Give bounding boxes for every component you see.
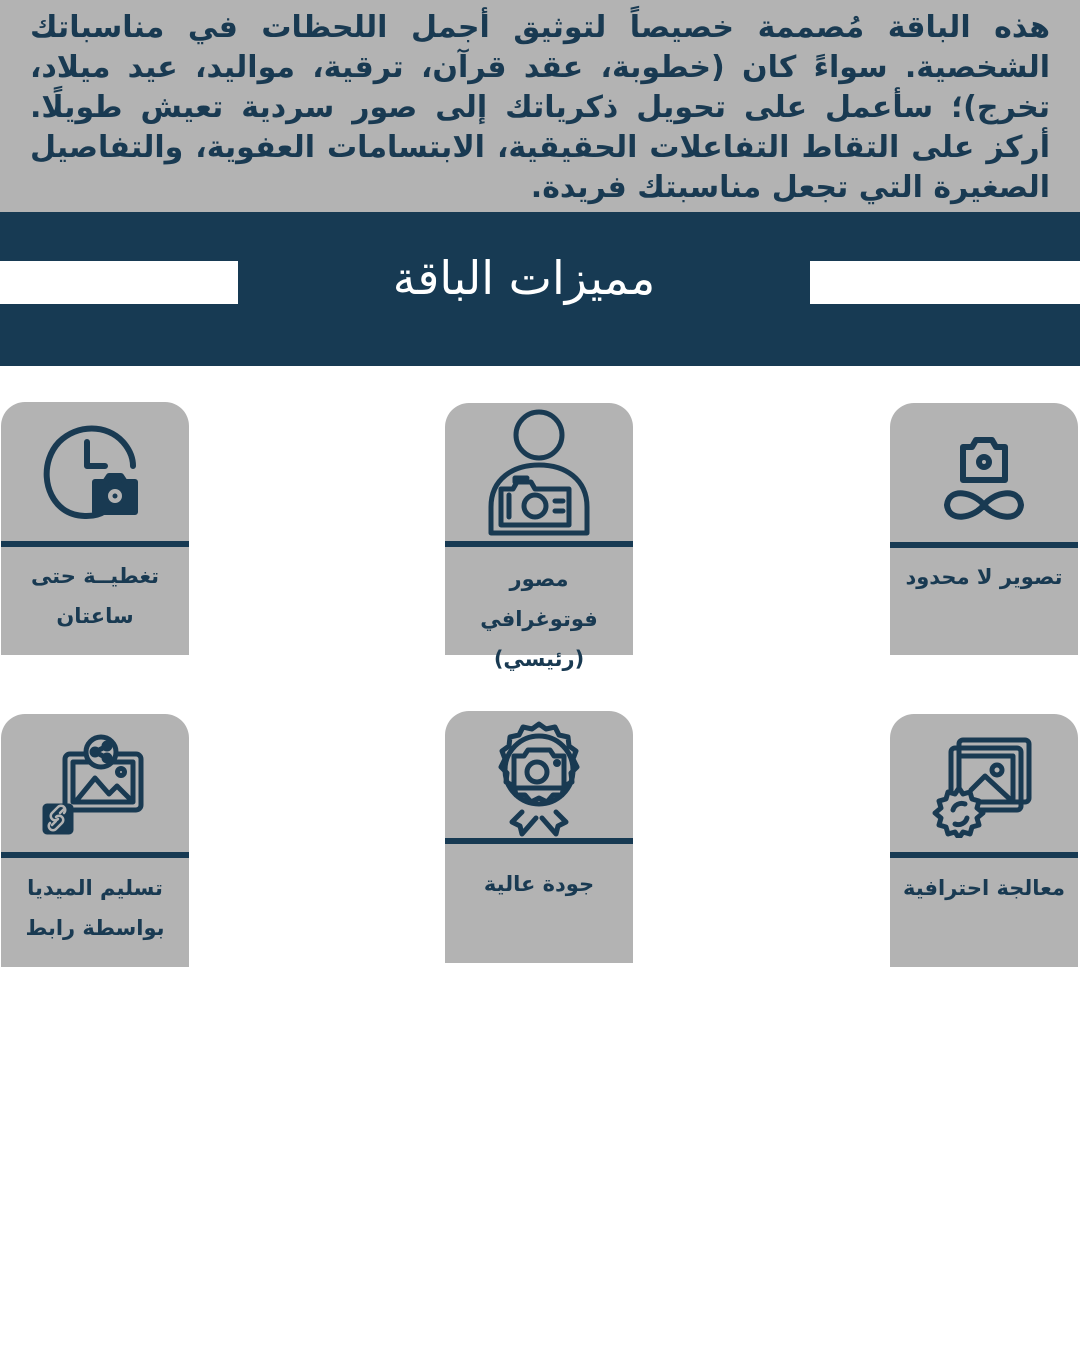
card-divider [1,541,189,547]
feature-card-link-delivery [1,714,189,967]
feature-label: تسليم الميديا بواسطة رابط [25,876,165,940]
card-divider [1,852,189,858]
intro-section [0,0,1080,212]
feature-card-main-photographer [445,403,633,671]
feature-card-pro-editing [890,714,1078,967]
award-camera-icon [445,711,633,849]
feature-card-high-quality [445,711,633,963]
feature-label: جودة عالية [483,872,595,896]
intro-paragraph: هذه الباقة مُصممة خصيصاً لتوثيق أجمل اللحظات في مناسباتك الشخصية. سواءً كان (خطوبة، عقد قرآن، ترقية، مواليد، عيد ميلاد، تخرج)؛ سأعمل على تحويل ذكرياتك إلى صور سردية تعيش طويلًا. أركز على التقاط التفاعلات الحقيقية، الابتسامات العفوية، والتفاصيل الصغيرة التي تجعل مناسبتك فريدة. [30,10,1050,205]
feature-label: تغطيــة حتى ساعتان [30,564,160,628]
card-divider [890,542,1078,548]
card-divider [890,852,1078,858]
image-share-link-icon [1,714,189,852]
section-title: مميزات الباقة [392,251,656,305]
decorative-bar-left [0,261,238,304]
feature-label: معالجة احترافية [902,876,1066,900]
feature-label: تصوير لا محدود [905,565,1063,589]
feature-card-two-hour-coverage [1,402,189,655]
card-divider [445,838,633,844]
feature-label: مصور فوتوغرافي (رئيسي) [480,567,598,671]
photographer-icon [445,403,633,541]
feature-card-unlimited-shooting [890,403,1078,655]
decorative-bar-right [810,261,1080,304]
card-divider [445,541,633,547]
features-header-band [0,212,1080,366]
clock-camera-icon [1,402,189,540]
camera-infinity-icon [890,403,1078,541]
image-gear-icon [890,714,1078,852]
